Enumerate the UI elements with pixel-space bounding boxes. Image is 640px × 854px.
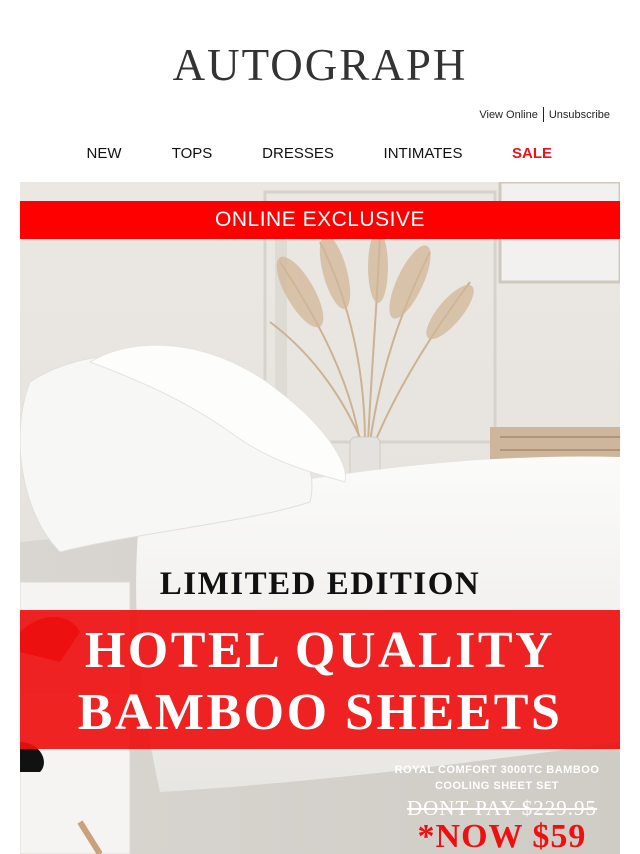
utility-divider	[543, 107, 544, 122]
product-name-line-2: COOLING SHEET SET	[434, 780, 559, 792]
unsubscribe-link[interactable]: Unsubscribe	[548, 108, 610, 121]
nav-item-sale[interactable]: SALE	[511, 145, 553, 162]
online-exclusive-banner: ONLINE EXCLUSIVE	[20, 201, 620, 239]
nav-item-dresses[interactable]: DRESSES	[262, 145, 334, 162]
original-price: DONT PAY $229.95	[406, 796, 598, 820]
headline-line-1: HOTEL QUALITY	[84, 622, 556, 679]
nav-item-new[interactable]: NEW	[86, 145, 122, 162]
hero-banner[interactable]	[20, 182, 620, 854]
sale-price: *NOW $59	[417, 818, 587, 854]
product-name	[392, 762, 602, 794]
view-online-link[interactable]: View Online	[479, 108, 538, 121]
headline-band	[20, 610, 620, 749]
product-name-line-1: ROYAL COMFORT 3000TC BAMBOO	[394, 764, 600, 776]
nav-item-intimates[interactable]: INTIMATES	[383, 145, 463, 162]
brand-logo[interactable]: AUTOGRAPH	[172, 40, 468, 90]
main-nav	[0, 145, 640, 165]
utility-links	[479, 107, 610, 122]
headline-line-2: BAMBOO SHEETS	[77, 684, 563, 741]
nav-item-tops[interactable]: TOPS	[171, 145, 213, 162]
limited-edition-heading: LIMITED EDITION	[159, 566, 481, 602]
bedroom-photo	[20, 182, 620, 854]
